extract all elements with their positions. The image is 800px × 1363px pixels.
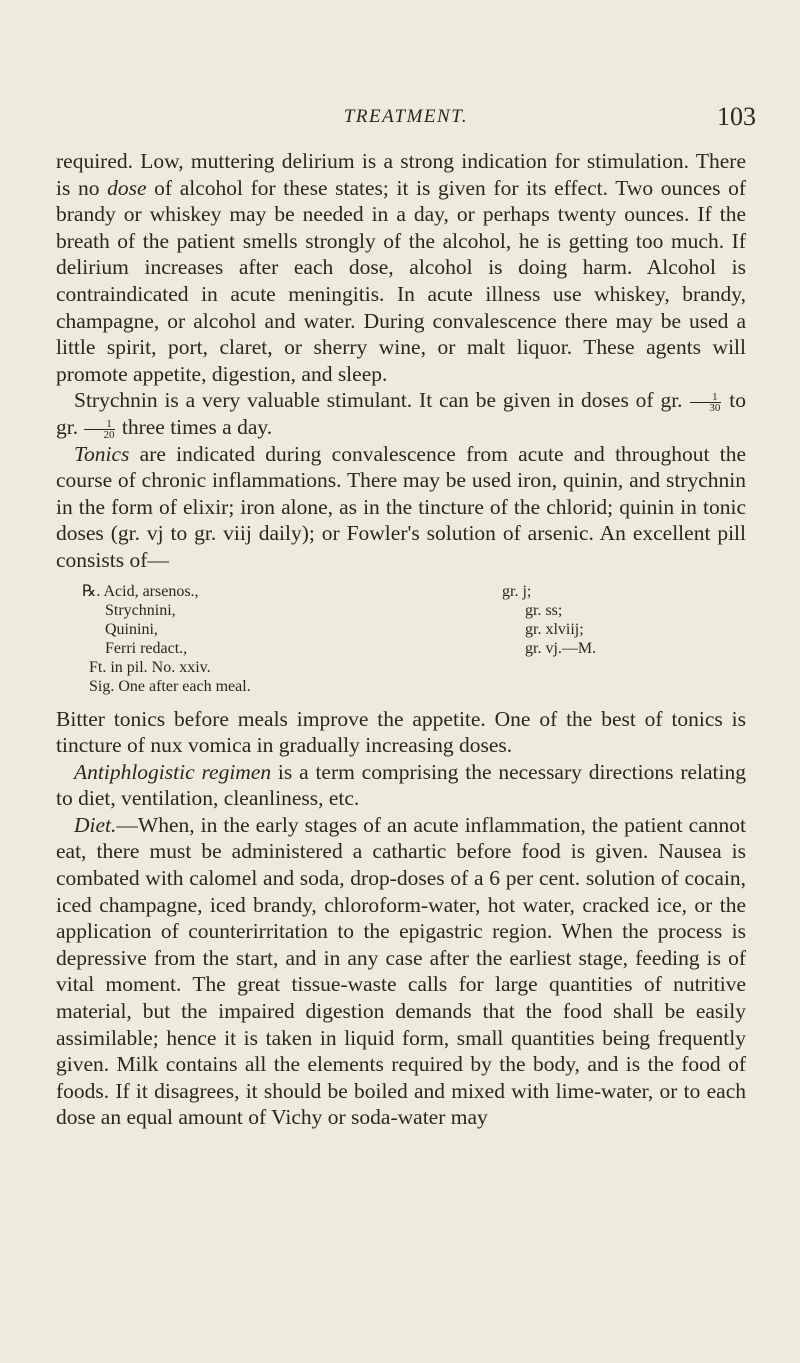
paragraph-alcohol: required. Low, muttering delirium is a strong indication for stimulation. There is no dose of alcohol for these states; it is given for its effect. Two ounces of brandy or whiskey may be needed in a day, or perhaps twenty ounces. If the breath of the patient smells strongly of the alcohol, he is getting too much. If delirium increases after each dose, alcohol is doing harm. Alcohol is contraindicated in acute meningitis. In acute illness use whiskey, brandy, champagne, or alcohol and water. During convalescence there may be used a little spirit, port, claret, or sherry wine, or malt liquor. These agents will promote appetite, digestion, and sleep. [56, 149, 747, 386]
prescription-signature: Sig. One after each meal. [89, 677, 251, 695]
prescription-block [82, 582, 746, 696]
heading-tonics: Tonics [74, 441, 130, 466]
paragraph-tonics: Tonics are indicated during convalescence from acute and throughout the course of chronic inflammations. There may be used iron, quinin, and strychnin in the form of elixir; iron alone, as in the tincture of the chlorid; quinin in tonic doses (gr. vj to gr. viij daily); or Fowler's solution of arsenic. An excellent pill consists of— [56, 441, 746, 572]
heading-diet: Diet. [74, 812, 117, 837]
heading-antiphlogistic: Antiphlogistic regimen [74, 759, 272, 784]
prescription-row: Quinini, gr. xlviij; [105, 620, 584, 638]
prescription-instructions: Ft. in pil. No. xxiv. [89, 658, 211, 676]
paragraph-bitter-tonics: Bitter tonics before meals improve the appetite. One of the best of tonics is tincture of nux vomica in gradually increasing doses. [56, 706, 746, 758]
paragraph-antiphlogistic: Antiphlogistic regimen is a term comprising the necessary directions relating to diet, ventilation, cleanliness, etc. [56, 759, 746, 811]
prescription-row: Strychnini, gr. ss; [105, 601, 563, 619]
page-header [56, 102, 756, 136]
paragraph-diet: Diet.—When, in the early stages of an acute inflammation, the patient cannot eat, there must be administered a cathartic before food is given. Nausea is combated with calomel and soda, drop-doses of a 6 per cent. solution of cocain, iced champagne, iced brandy, chloroform-water, hot water, cracked ice, or the application of counterirritation to the epigastric region. When the process is depressive from the start, and in any case after the earliest stage, feeding is of vital moment. The great tissue-waste calls for large quantities of nutritive material, but the impaired digestion demands that the food shall be easily assimilable; hence it is taken in liquid form, small quantities being frequently given. Milk contains all the elements required by the body, and is the food of foods. If it disagrees, it should be boiled and mixed with lime-water, or to each dose an equal amount of Vichy or soda-water may [56, 812, 746, 1130]
emphasis-dose: dose [107, 175, 147, 200]
fraction-one-thirtieth: $\frac{1}{30}$ [690, 392, 721, 413]
prescription-row: ℞. Acid, arsenos., gr. j; [82, 582, 532, 600]
paragraph-strychnin: Strychnin is a very valuable stimulant. It can be given in doses of gr. $\frac{1}{30}$ to gr. $\frac{1}{20}$ three times a day. [56, 388, 746, 441]
prescription-row: Ferri redact., gr. vj.—M. [105, 639, 597, 657]
running-title: TREATMENT. [343, 106, 469, 127]
page-number: 103 [717, 102, 756, 131]
body-text [56, 148, 746, 1131]
fraction-one-twentieth: $\frac{1}{20}$ [84, 419, 115, 440]
